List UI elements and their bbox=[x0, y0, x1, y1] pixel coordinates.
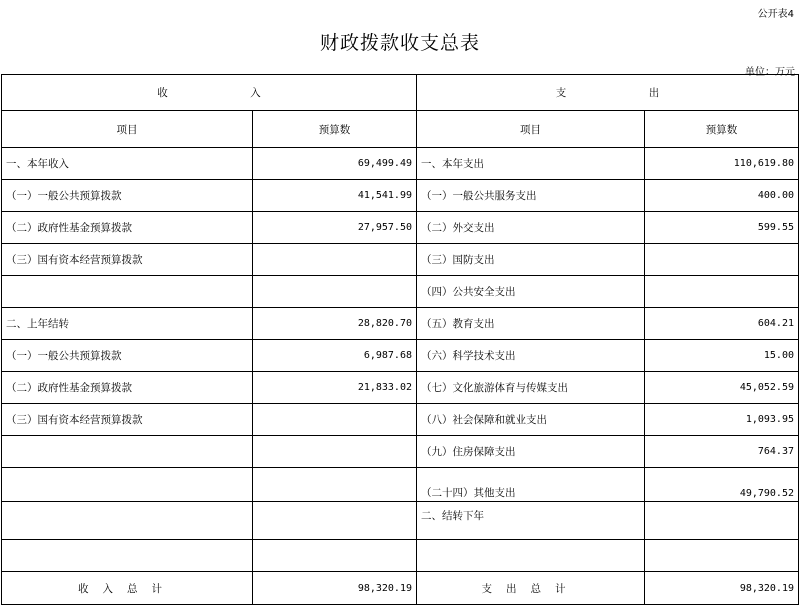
income-budget-cell: 21,833.02 bbox=[253, 372, 417, 404]
total-expense-label: 支出总计 bbox=[417, 572, 645, 605]
unit-label: 单位：万元 bbox=[745, 67, 795, 78]
income-item-cell bbox=[2, 540, 253, 572]
expense-item-cell: （二）外交支出 bbox=[417, 212, 645, 244]
form-code: 公开表4 bbox=[757, 9, 794, 20]
income-item-cell bbox=[2, 436, 253, 468]
expense-budget-cell: 764.37 bbox=[645, 436, 799, 468]
table-row bbox=[2, 502, 799, 540]
expense-item-cell: 一、本年支出 bbox=[417, 148, 645, 180]
expense-item-cell: （六）科学技术支出 bbox=[417, 340, 645, 372]
income-budget-cell: 27,957.50 bbox=[253, 212, 417, 244]
expense-budget-cell: 49,790.52 bbox=[645, 468, 799, 502]
income-item-cell bbox=[2, 468, 253, 502]
table-row bbox=[2, 372, 799, 404]
income-item-cell: 一、本年收入 bbox=[2, 148, 253, 180]
expense-item-cell: （三）国防支出 bbox=[417, 244, 645, 276]
expense-item-cell: 二、结转下年 bbox=[417, 502, 645, 540]
budget-table bbox=[1, 74, 799, 605]
income-budget-cell bbox=[253, 244, 417, 276]
expense-budget-cell: 1,093.95 bbox=[645, 404, 799, 436]
table-row bbox=[2, 540, 799, 572]
table-row bbox=[2, 180, 799, 212]
total-income-label: 收入总计 bbox=[2, 572, 253, 605]
income-budget-cell bbox=[253, 436, 417, 468]
table-row bbox=[2, 436, 799, 468]
income-item-cell: （三）国有资本经营预算拨款 bbox=[2, 244, 253, 276]
expense-budget-cell bbox=[645, 276, 799, 308]
income-budget-cell bbox=[253, 404, 417, 436]
income-budget-cell: 69,499.49 bbox=[253, 148, 417, 180]
table-row bbox=[2, 308, 799, 340]
income-budget-cell bbox=[253, 276, 417, 308]
income-item-cell: （三）国有资本经营预算拨款 bbox=[2, 404, 253, 436]
expense-item-cell bbox=[417, 540, 645, 572]
income-budget-cell: 28,820.70 bbox=[253, 308, 417, 340]
expense-item-cell: （五）教育支出 bbox=[417, 308, 645, 340]
income-item-cell bbox=[2, 276, 253, 308]
income-budget-header: 预算数 bbox=[253, 111, 417, 148]
page-title: 财政拨款收支总表 bbox=[319, 32, 480, 54]
expense-budget-cell bbox=[645, 502, 799, 540]
table-row bbox=[2, 212, 799, 244]
expense-item-cell: （七）文化旅游体育与传媒支出 bbox=[417, 372, 645, 404]
table-row bbox=[2, 468, 799, 502]
total-expense-value: 98,320.19 bbox=[645, 572, 799, 605]
expense-item-cell: （二十四）其他支出 bbox=[417, 468, 645, 502]
income-item-cell: （二）政府性基金预算拨款 bbox=[2, 212, 253, 244]
income-item-cell: （一）一般公共预算拨款 bbox=[2, 340, 253, 372]
table-row bbox=[2, 340, 799, 372]
expense-budget-cell: 110,619.80 bbox=[645, 148, 799, 180]
income-budget-cell bbox=[253, 502, 417, 540]
total-income-value: 98,320.19 bbox=[253, 572, 417, 605]
expense-budget-cell: 400.00 bbox=[645, 180, 799, 212]
income-budget-cell bbox=[253, 540, 417, 572]
income-item-header: 项目 bbox=[2, 111, 253, 148]
income-budget-cell: 6,987.68 bbox=[253, 340, 417, 372]
expense-item-cell: （四）公共安全支出 bbox=[417, 276, 645, 308]
income-item-cell: 二、上年结转 bbox=[2, 308, 253, 340]
expense-budget-cell: 45,052.59 bbox=[645, 372, 799, 404]
expense-item-cell: （九）住房保障支出 bbox=[417, 436, 645, 468]
income-item-cell: （一）一般公共预算拨款 bbox=[2, 180, 253, 212]
table-row bbox=[2, 276, 799, 308]
expense-budget-cell bbox=[645, 244, 799, 276]
table-row bbox=[2, 404, 799, 436]
income-item-cell: （二）政府性基金预算拨款 bbox=[2, 372, 253, 404]
expense-item-cell: （一）一般公共服务支出 bbox=[417, 180, 645, 212]
expense-budget-cell: 15.00 bbox=[645, 340, 799, 372]
income-section-header: 收 入 bbox=[2, 75, 417, 111]
expense-item-cell: （八）社会保障和就业支出 bbox=[417, 404, 645, 436]
income-item-cell bbox=[2, 502, 253, 540]
expense-budget-cell bbox=[645, 540, 799, 572]
expense-budget-cell: 599.55 bbox=[645, 212, 799, 244]
expense-budget-header: 预算数 bbox=[645, 111, 799, 148]
column-header-row bbox=[2, 111, 799, 148]
section-header-row bbox=[2, 75, 799, 111]
table-row bbox=[2, 244, 799, 276]
expense-budget-cell: 604.21 bbox=[645, 308, 799, 340]
expense-section-header: 支 出 bbox=[417, 75, 799, 111]
expense-item-header: 项目 bbox=[417, 111, 645, 148]
income-budget-cell bbox=[253, 468, 417, 502]
table-row bbox=[2, 148, 799, 180]
income-budget-cell: 41,541.99 bbox=[253, 180, 417, 212]
